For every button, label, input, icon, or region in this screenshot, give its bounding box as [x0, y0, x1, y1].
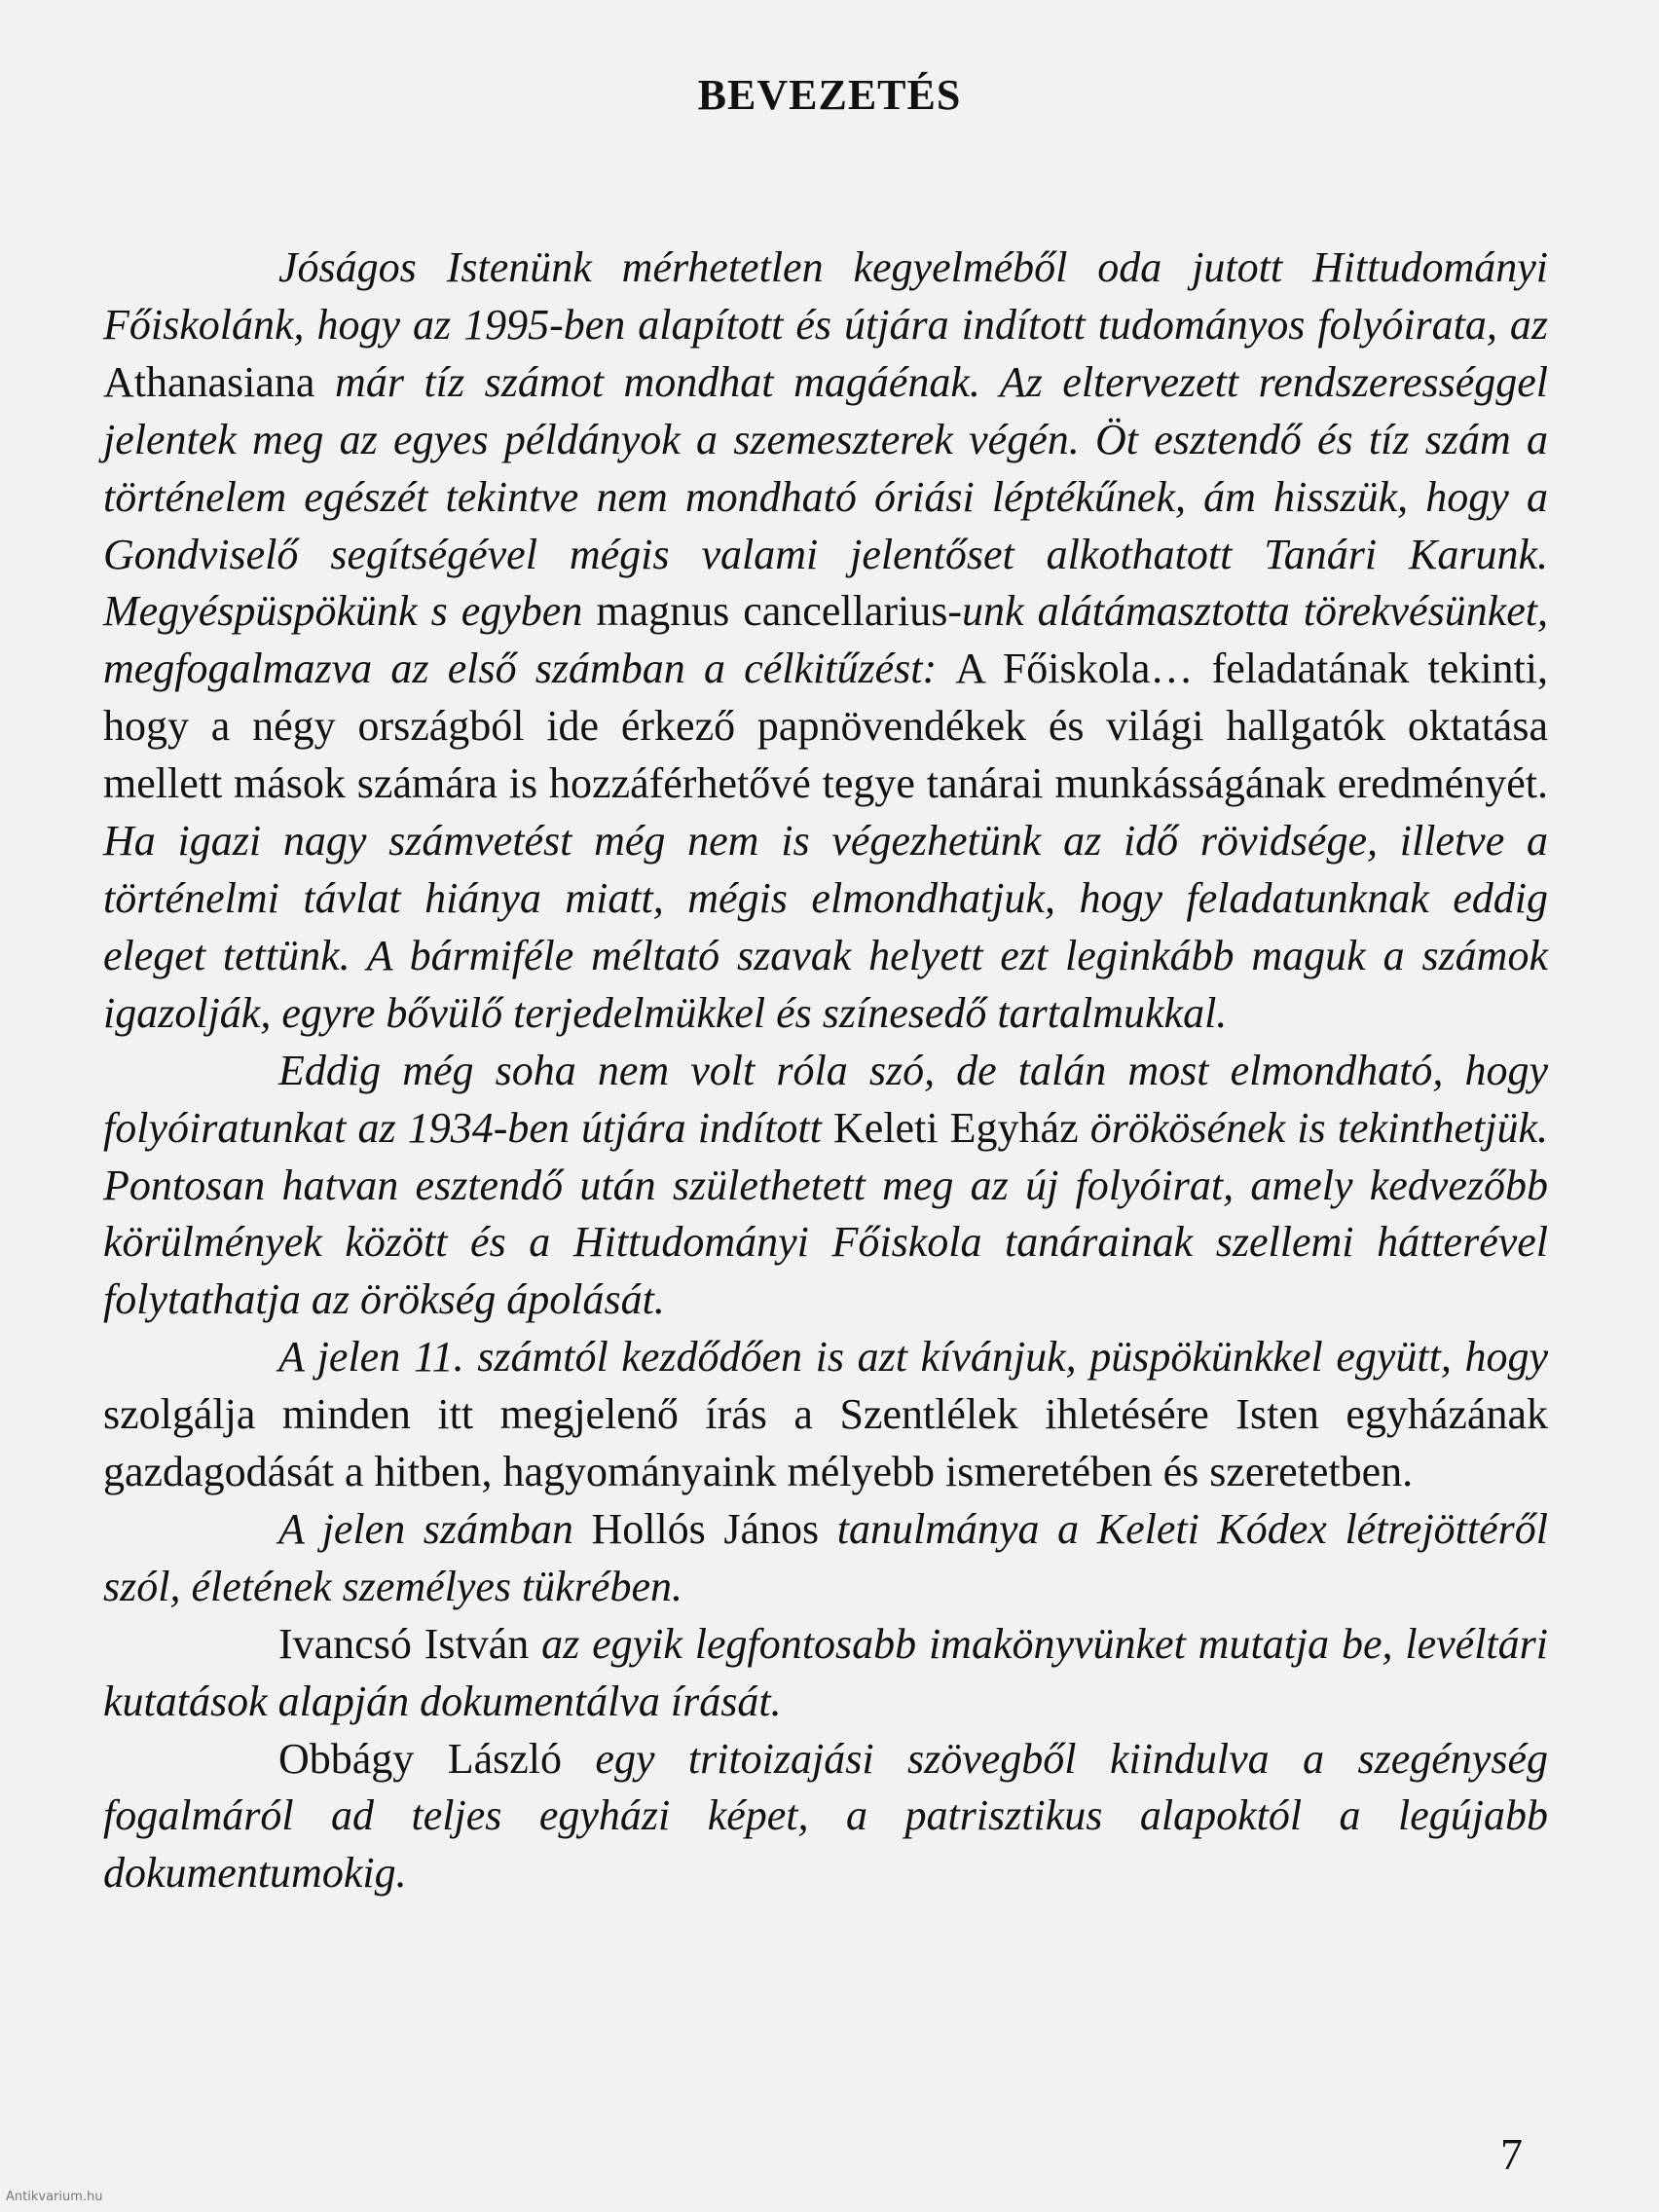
roman-text: Ivancsó István — [278, 1619, 530, 1668]
italic-text: egy tritoizajási szövegből kiindulva a szegénység fogalmáról ad teljes egyházi képet, a patrisztikus alapoktól a legújabb dokumentumokig. — [103, 1734, 1548, 1898]
italic-text: az egyik legfontosabb imakönyvünket mutatja be, levéltári kutatások alapján dokumentálva írását. — [103, 1619, 1548, 1725]
introduction-body — [103, 240, 1548, 1902]
italic-text: tanulmánya a Keleti Kódex létrejöttéről szól, életének személyes tükrében. — [103, 1504, 1548, 1610]
italic-text: Ha igazi nagy számvetést még nem is végezhetünk az idő rövidsége, illetve a történelmi távlat hiánya miatt, mégis elmondhatjuk, hogy feladatunknak eddig eleget tettünk. A bármiféle méltató szavak helyett ezt leginkább maguk a számok igazolják, egyre bővülő terjedelmükkel és színesedő tartalmukkal. — [103, 817, 1548, 1037]
italic-text: már tíz számot mondhat magáénak. Az eltervezett rendszerességgel jelentek meg az egyes példányok a szemeszterek végén. Öt esztendő és tíz szám a történelem egészét tekintve nem mondható óriási léptékűnek, ám hisszük, hogy a Gondviselő segítségével mégis valami jelentőset alkothatott Tanári Karunk. Megyéspüspökünk s egyben — [103, 357, 1548, 636]
roman-text: A Főiskola… feladatának tekinti, hogy a négy országból ide érkező papnövendékek és világi hallgatók oktatása mellett mások számára is hozzáférhetővé tegye tanárai munkásságának eredményét. — [103, 645, 1548, 808]
roman-text: magnus cancellarius — [596, 587, 948, 636]
roman-text: Keleti Egyház — [833, 1103, 1079, 1152]
paragraph — [103, 240, 1548, 1043]
paragraph — [103, 1329, 1548, 1501]
roman-text: Obbágy László — [278, 1734, 562, 1783]
roman-text: Athanasiana — [103, 357, 315, 406]
watermark: Antikvarium.hu — [6, 2190, 103, 2204]
italic-text: Jóságos Istenünk mérhetetlen kegyelméből oda jutott Hittudományi Főiskolánk, hogy az 1995-ben alapított és útjára indított tudományos folyóirata, az — [103, 243, 1548, 349]
roman-text: szolgálja minden itt megjelenő írás a Szentlélek ihletésére Isten egyházának gazdagodását a hitben, hagyományaink mélyebb ismeretében és szeretetben. — [103, 1390, 1548, 1496]
italic-text: A jelen 11. számtól kezdődően is azt kívánjuk, püspökünkkel együtt, hogy — [278, 1333, 1548, 1382]
italic-text: örökösének is tekinthetjük. Pontosan hatvan esztendő után születhetett meg az új folyóirat, amely kedvezőbb körülmények között és a Hittudományi Főiskola tanárainak szellemi hátterével folytathatja az örökség ápolását. — [103, 1103, 1549, 1324]
italic-text: Eddig még soha nem volt róla szó, de talán most elmondható, hogy folyóiratunkat az 1934-ben útjára indított — [103, 1046, 1548, 1152]
roman-text: Hollós János — [591, 1504, 820, 1553]
italic-text: A jelen számban — [278, 1504, 592, 1553]
paragraph — [103, 1731, 1548, 1903]
italic-text: -unk alátámasztotta törekvésünket, megfogalmazva az első számban a célkitűzést: — [103, 587, 1548, 693]
page-title: BEVEZETÉS — [697, 71, 962, 119]
paragraph — [103, 1616, 1548, 1731]
paragraph — [103, 1501, 1548, 1616]
page-number: 7 — [1500, 2129, 1523, 2179]
paragraph — [103, 1043, 1548, 1330]
